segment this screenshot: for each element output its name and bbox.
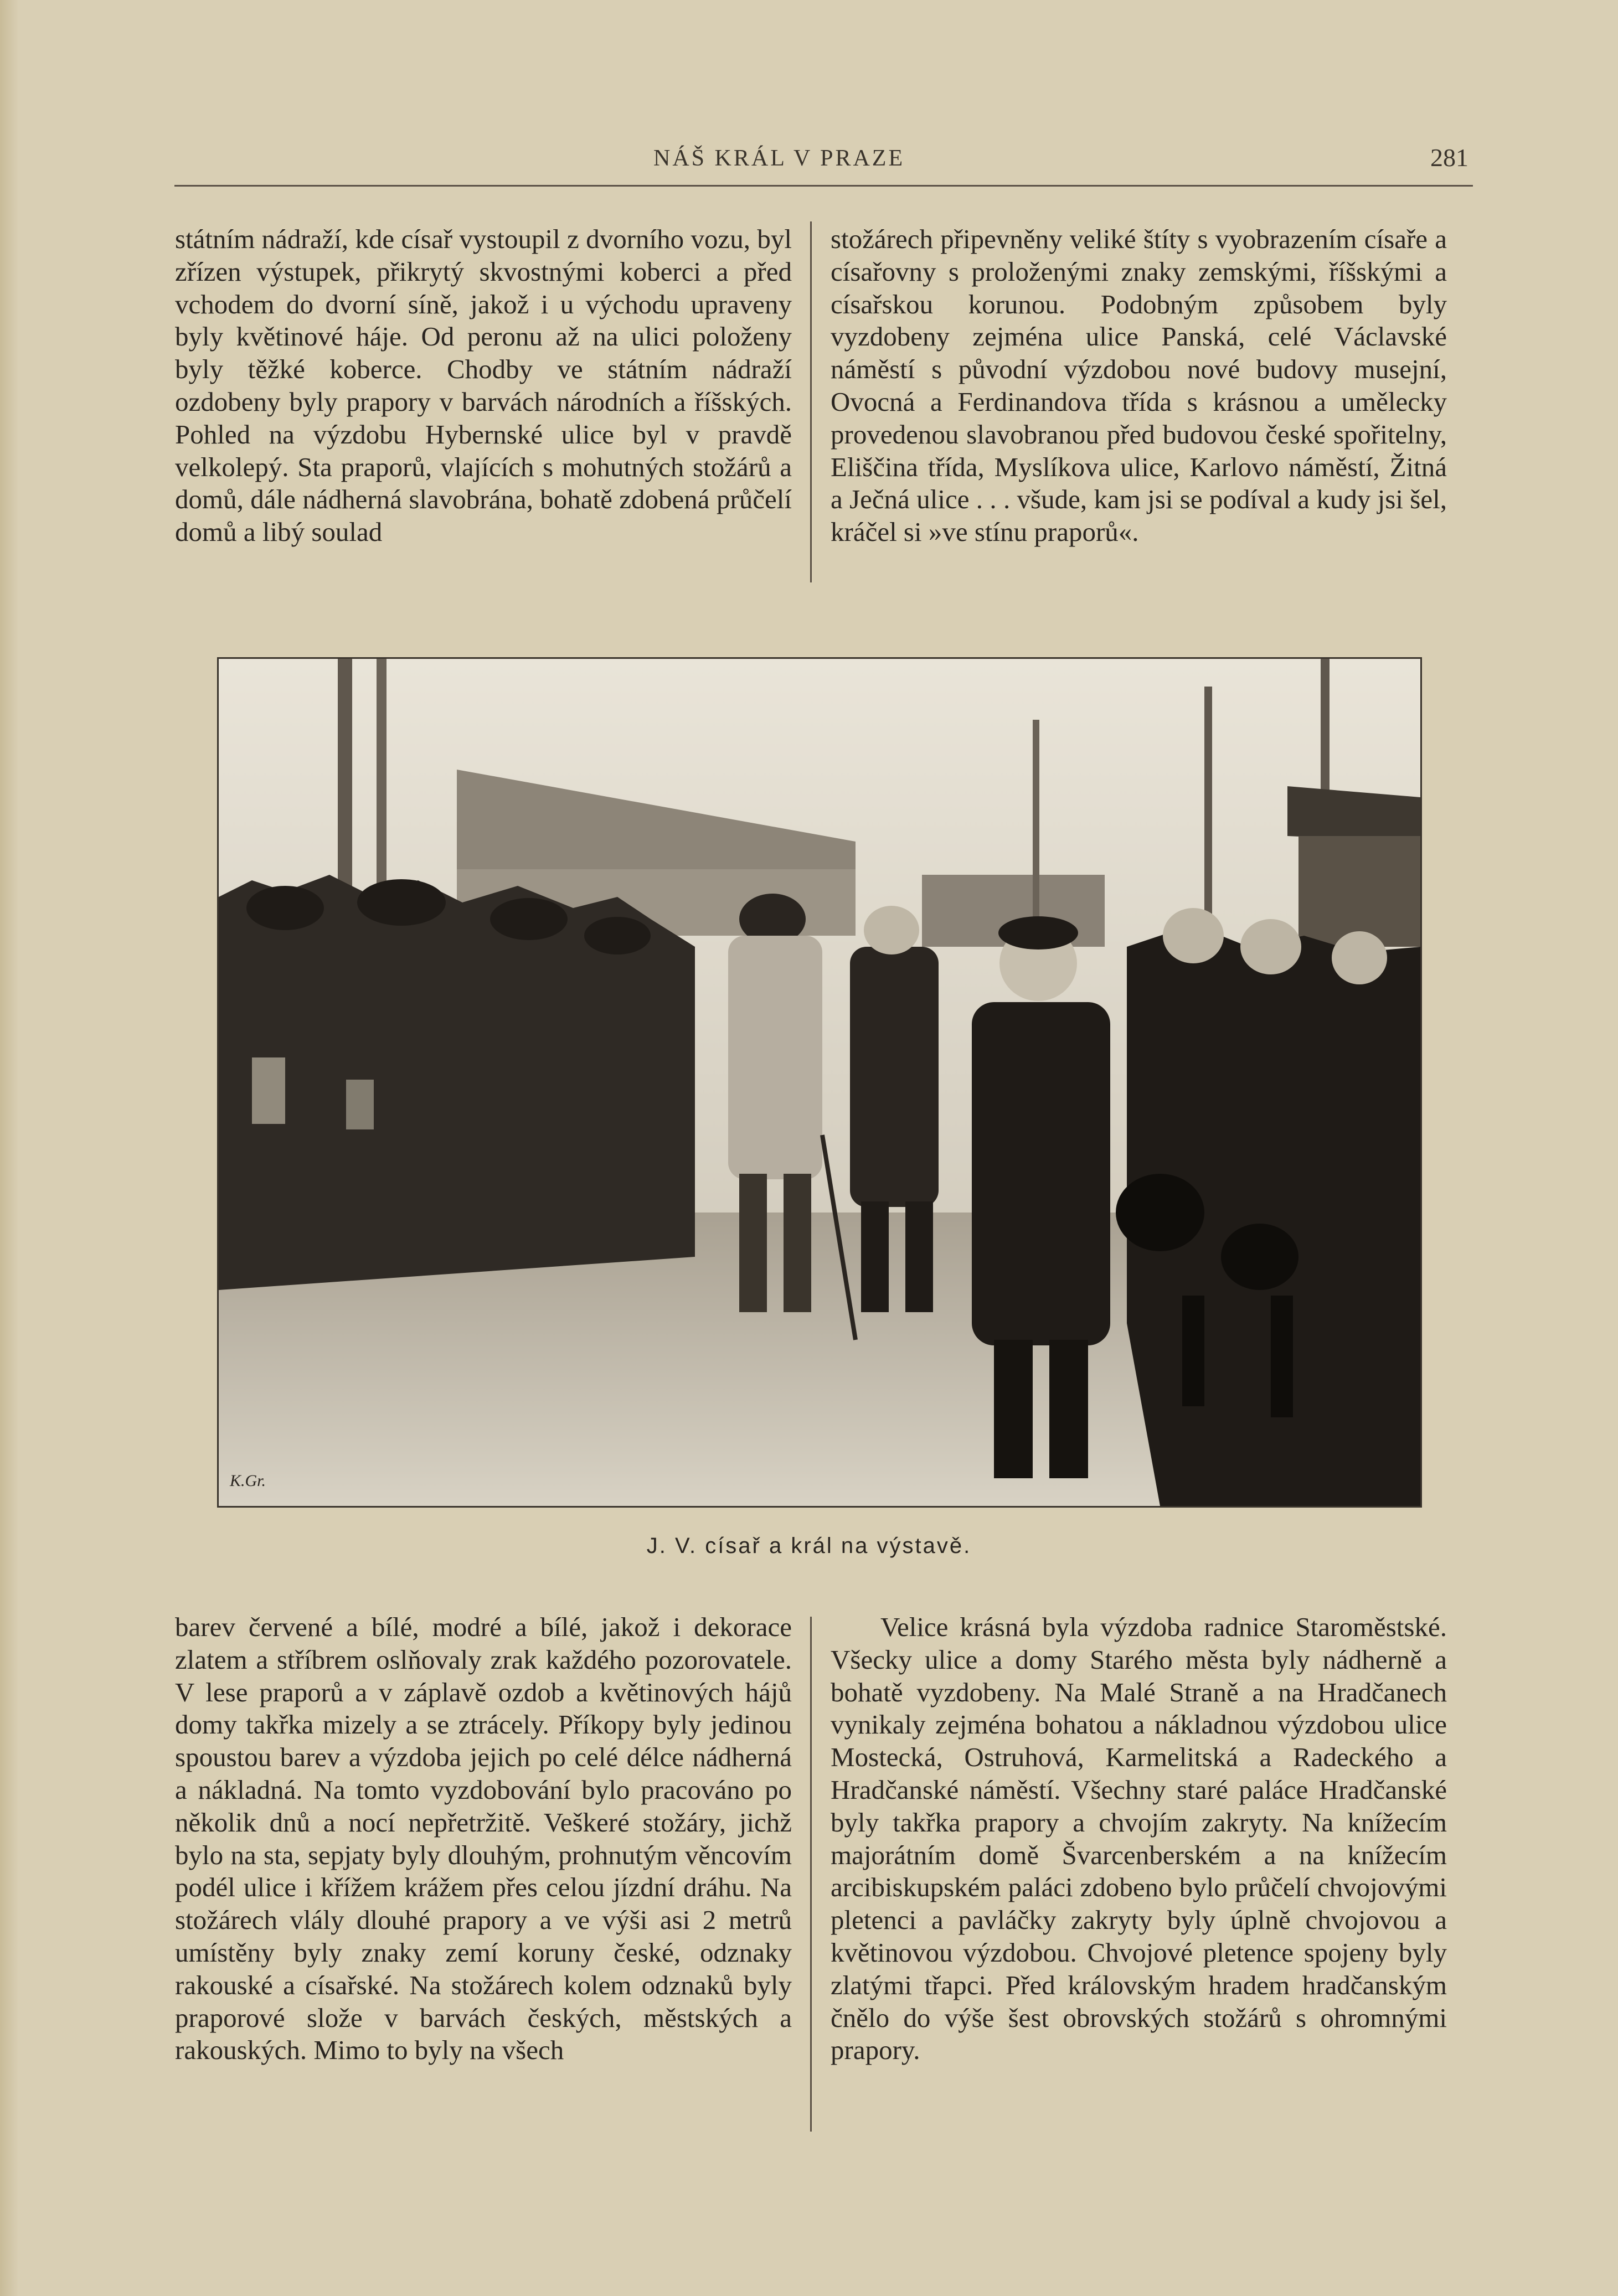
page-number: 281 — [1430, 143, 1468, 172]
paragraph: Velice krásná byla výzdoba radnice Staroměstské. Všecky ulice a domy Starého města byly nádherně a bohatě vyzdobeny. Na Malé Straně a na Hradčanech vynikaly zejména bohatou a nákladnou výzdobou ulice Mostecká, Ostruhová, Karmelitská a Radeckého a Hradčanské náměstí. Všechny staré paláce Hradčanské byly takřka prapory a chvojím zakryty. Na knížecím majorátním domě Švarcenberském a na knížecím arcibiskupském paláci zdobeno bylo průčelí chvojovými pletenci a pavláčky zakryty byly úplně chvojovou a květinovou výzdobou. Chvojové pletence spojeny byly zlatými třapci. Před královským hradem hradčanským čnělo do výše šest obrovských stožárů s ohromnými prapory. — [831, 1612, 1447, 2066]
photo-illustration — [219, 659, 1420, 1506]
page-binding-edge — [0, 0, 19, 2296]
photograph — [217, 657, 1422, 1508]
text-column-top-right — [831, 223, 1447, 549]
engraver-signature: K.Gr. — [230, 1472, 266, 1490]
header-rule — [174, 185, 1473, 187]
column-divider-bottom — [810, 1617, 812, 2132]
running-title: NÁŠ KRÁL V PRAZE — [653, 146, 905, 171]
paragraph: státním nádraží, kde císař vystoupil z dvorního vozu, byl zřízen výstupek, přikrytý skvostnými koberci a před vchodem do dvorní síně, jakož i u východu upraveny byly květinové háje. Od peronu až na ulici položeny byly těžké koberce. Chodby ve státním nádraží ozdobeny byly prapory v barvách národních a říšských. Pohled na výzdobu Hybernské ulice byl v pravdě velkolepý. Sta praporů, vlajících s mohutných stožárů a domů, dále nádherná slavobrána, bohatě zdobená průčelí domů a libý soulad — [175, 224, 792, 548]
text-column-bottom-left — [175, 1611, 792, 2067]
column-divider-top — [810, 221, 812, 582]
text-column-bottom-right — [831, 1611, 1447, 2067]
figure-caption: J. V. císař a král na výstavě. — [646, 1534, 972, 1558]
paragraph: stožárech připevněny veliké štíty s vyobrazením císaře a císařovny s proloženými znaky zemskými, říšskými a císařskou korunou. Podobným způsobem byly vyzdobeny zejména ulice Panská, celé Václavské náměstí s původní výzdobou nové budovy musejní, Ovocná a Ferdinandova třída s krásnou a umělecky provedenou slavobranou před budovou české spořitelny, Eliščina třída, Myslíkova ulice, Karlovo náměstí, Žitná a Ječná ulice . . . všude, kam jsi se podíval a kudy jsi šel, kráčel si »ve stínu praporů«. — [831, 224, 1447, 548]
paragraph: barev červené a bílé, modré a bílé, jakož i dekorace zlatem a stříbrem oslňovaly zrak každého pozorovatele. V lese praporů a v záplavě ozdob a květinových hájů domy takřka mizely a se ztrácely. Příkopy byly jedinou spoustou barev a výzdoba jejich po celé délce nádherná a nákladná. Na tomto vyzdobování bylo pracováno po několik dnů a nocí nepřetržitě. Veškeré stožáry, jichž bylo na sta, sepjaty byly dlouhým, prohnutým věncovím podél ulice i křížem krážem přes celou jízdní dráhu. Na stožárech vlály dlouhé prapory a ve výši asi 2 metrů umístěny byly znaky zemí koruny české, odznaky rakouské a císařské. Na stožárech kolem odznaků byly praporové slože v barvách českých, městských a rakouských. Mimo to byly na všech — [175, 1612, 792, 2066]
foreground-figure — [972, 1002, 1110, 1345]
text-column-top-left — [175, 223, 792, 549]
emperor-figure — [728, 936, 822, 1179]
